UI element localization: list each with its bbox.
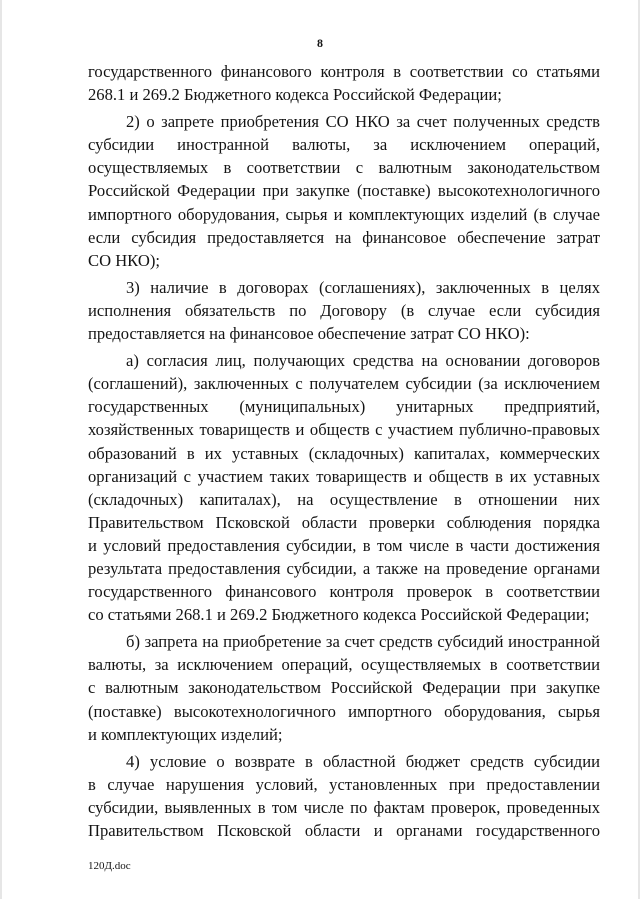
text-line: государственных (муниципальных) унитарных предприятий, [88, 397, 600, 417]
text-line: импортного оборудования, сырья и комплектующих изделий (в случае [88, 204, 600, 224]
text-line: со статьями 268.1 и 269.2 Бюджетного кодекса Российской Федерации; [88, 605, 590, 625]
scan-edge-left [0, 0, 2, 899]
text-line: 2) о запрете приобретения СО НКО за счет полученных средств [126, 112, 600, 132]
text-line: Правительством Псковской области проверки соблюдения порядка [88, 512, 600, 532]
text-line: и условий предоставления субсидии, в том числе в части достижения [88, 535, 600, 555]
text-line: если субсидия предоставляется на финансовое обеспечение затрат [88, 227, 600, 247]
text-line: в случае нарушения условий, установленных при предоставлении [88, 774, 600, 794]
text-line: а) согласия лиц, получающих средства на основании договоров [126, 351, 600, 371]
text-line: 4) условие о возврате в областной бюджет средств субсидии [126, 751, 600, 771]
text-line: (соглашений), заключенных с получателем субсидии (за исключением [88, 374, 600, 394]
text-line: исполнения обязательств по Договору (в случае если субсидия [88, 300, 600, 320]
text-line: осуществляемых в соответствии с валютным законодательством [88, 158, 600, 178]
text-line: 3) наличие в договорах (соглашениях), заключенных в целях [126, 277, 600, 297]
text-line: и комплектующих изделий; [88, 724, 283, 744]
document-body [88, 60, 600, 842]
footer-filename: 120Д.doc [88, 860, 131, 872]
text-line: хозяйственных товариществ и обществ с участием публично-правовых [88, 420, 600, 440]
text-line: субсидии иностранной валюты, за исключением операций, [88, 135, 600, 155]
text-line: государственного финансового контроля в соответствии со статьями [88, 62, 600, 81]
text-line: организаций с участием таких товариществ и обществ в их уставных [88, 466, 600, 486]
text-line: (складочных) капиталах), на осуществление в отношении них [88, 489, 600, 509]
text-line: Российской Федерации при закупке (поставке) высокотехнологичного [88, 181, 600, 201]
text-line: СО НКО); [88, 250, 160, 270]
text-line: государственного финансового контроля проверок в соответствии [88, 582, 600, 602]
text-line: субсидии, выявленных в том числе по фактам проверок, проведенных [88, 797, 600, 817]
page-number: 8 [317, 36, 323, 50]
text-line: с валютным законодательством Российской Федерации при закупке [88, 678, 600, 698]
text-line: 268.1 и 269.2 Бюджетного кодекса Российской Федерации; [88, 85, 502, 105]
text-line: б) запрета на приобретение за счет средств субсидий иностранной [126, 632, 600, 652]
text-line: образований в их уставных (складочных) капиталах, коммерческих [88, 443, 600, 463]
text-line: результата предоставления субсидии, а также на проведение органами [88, 558, 600, 578]
text-line: (поставке) высокотехнологичного импортного оборудования, сырья [88, 701, 600, 721]
text-line: Правительством Псковской области и органами государственного [88, 821, 600, 840]
text-line: валюты, за исключением операций, осуществляемых в соответствии [88, 655, 600, 675]
text-line: предоставляется на финансовое обеспечение затрат СО НКО): [88, 324, 530, 344]
